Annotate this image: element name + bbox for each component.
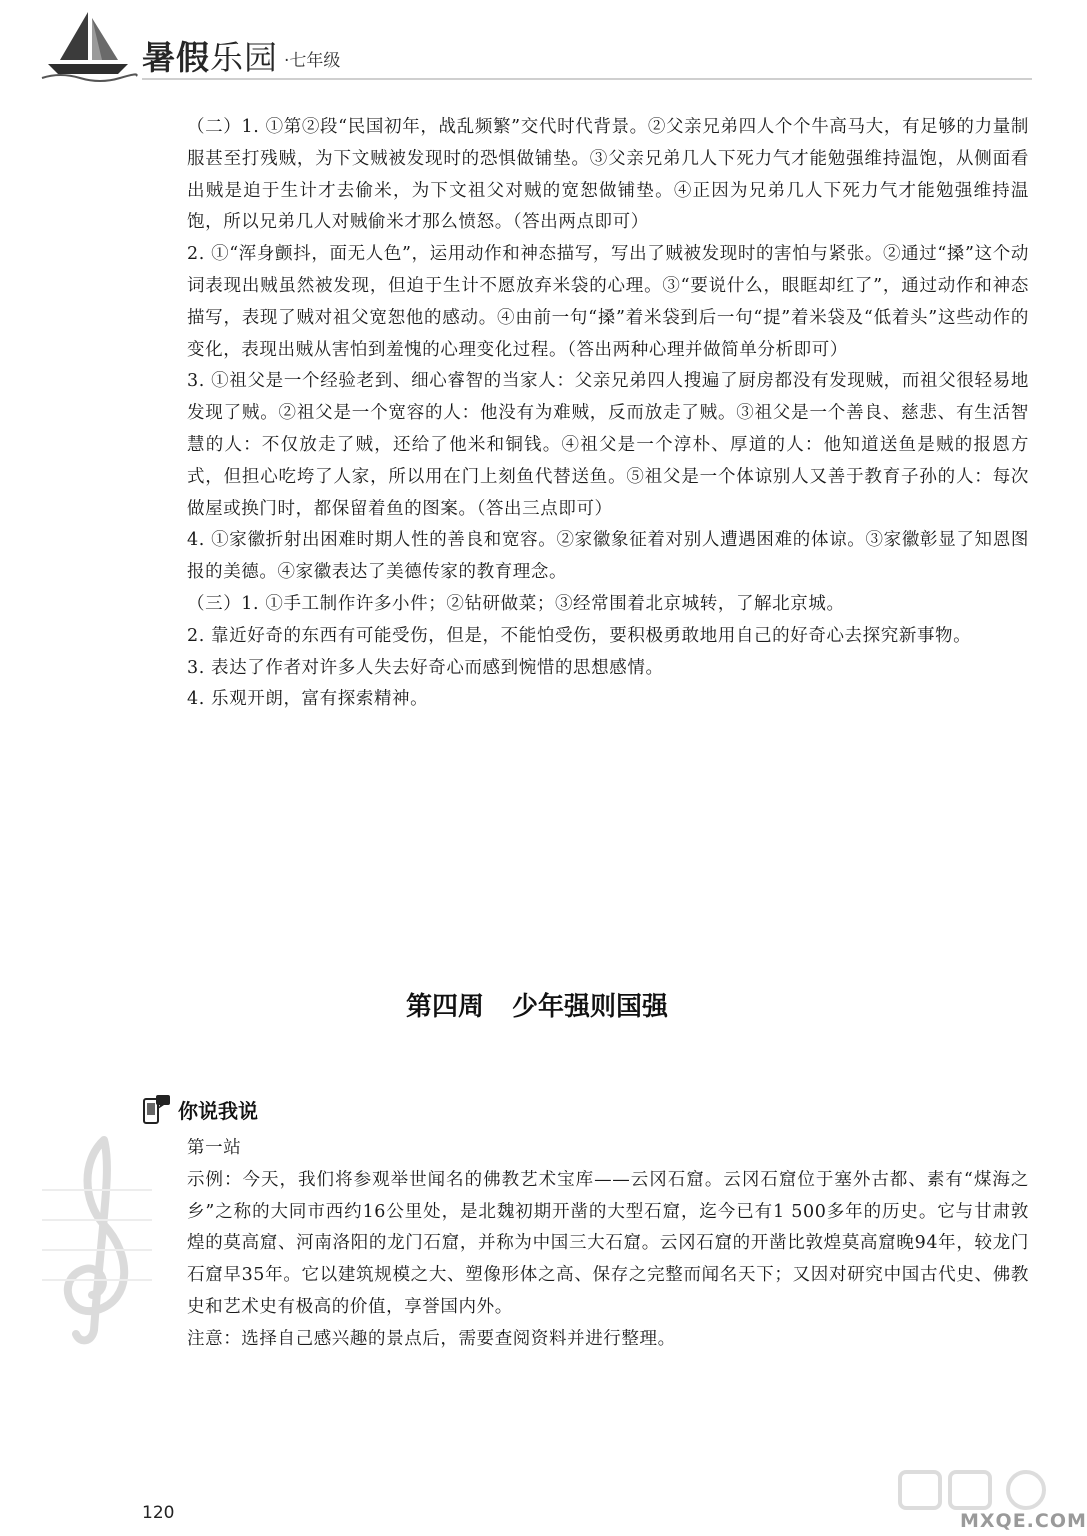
watermark-logo-icon — [898, 1468, 1068, 1512]
answer-2-3: 3. ①祖父是一个经验老到、细心睿智的当家人：父亲兄弟四人搜遍了厨房都没有发现贼，而祖父很轻易地发现了贼。②祖父是一个宽容的人：他没有为难贼，反而放走了贼。③祖父是一个善良、慈悲、有生活智慧的人：不仅放走了贼，还给了他米和铜钱。④祖父是一个淳朴、厚道的人：他知道送鱼是贼的报恩方式，但担心吃垮了人家，所以用在门上刻鱼代替送鱼。⑤祖父是一个体谅别人又善于教育子孙的人：每次做屋或换门时，都保留着鱼的图案。（答出三点即可） — [187, 371, 1029, 519]
grade-label: ·七年级 — [284, 51, 341, 71]
answer-3-2: 2. 靠近好奇的东西有可能受伤，但是，不能怕受伤，要积极勇敢地用自己的好奇心去探究新事物。 — [187, 625, 972, 646]
answer-3-1: （三）1. ①手工制作许多小件；②钻研做菜；③经常围着北京城转，了解北京城。 — [187, 593, 845, 614]
answer-3-3: 3. 表达了作者对许多人失去好奇心而感到惋惜的思想感情。 — [187, 657, 664, 678]
series-title-sub: 乐园 — [210, 38, 278, 77]
answers-block — [187, 112, 1029, 716]
series-title — [142, 32, 278, 79]
sailboat-logo-icon — [40, 8, 136, 80]
section-content — [187, 1133, 1029, 1356]
answer-2-1: （二）1. ①第②段“民国初年，战乱频繁”交代时代背景。②父亲兄弟四人个个牛高马大，有足够的力量制服甚至打残贼，为下文贼被发现时的恐惧做铺垫。③父亲兄弟几人下死力气才能勉强维持温饱，从侧面看出贼是迫于生计才去偷米，为下文祖父对贼的宽恕做铺垫。④正因为兄弟几人下死力气才能勉强维持温饱，所以兄弟几人对贼偷米才那么愤怒。（答出两点即可） — [187, 117, 1029, 233]
station-label: 第一站 — [187, 1138, 242, 1158]
note-paragraph: 注意：选择自己感兴趣的景点后，需要查阅资料并进行整理。 — [187, 1328, 676, 1349]
page-header — [0, 0, 1074, 100]
treble-clef-decoration-icon — [42, 1130, 152, 1350]
week-heading-number: 第四周 — [405, 992, 484, 1022]
answer-2-2: 2. ①“浑身颤抖，面无人色”，运用动作和神态描写，写出了贼被发现时的害怕与紧张。②通过“搡”这个动词表现出贼虽然被发现，但迫于生计不愿放弃米袋的心理。③“要说什么，眼眶却红了”，通过动作和神态描写，表现了贼对祖父宽恕他的感动。④由前一句“搡”着米袋到后一句“提”着米袋及“低着头”这些动作的变化，表现出贼从害怕到羞愧的心理变化过程。（答出两种心理并做简单分析即可） — [187, 244, 1029, 360]
answer-3-4: 4. 乐观开朗，富有探索精神。 — [187, 689, 429, 710]
page-number: 120 — [142, 1503, 175, 1523]
week-heading-theme: 少年强则国强 — [512, 992, 669, 1022]
watermark-text: MXQE.COM — [960, 1510, 1087, 1532]
section-label: 你说我说 — [178, 1099, 258, 1123]
answer-2-4: 4. ①家徽折射出困难时期人性的善良和宽容。②家徽象征着对别人遭遇困难的体谅。③家徽彰显了知恩图报的美德。④家徽表达了美德传家的教育理念。 — [187, 530, 1029, 583]
chat-phone-icon — [142, 1093, 172, 1125]
example-paragraph: 示例：今天，我们将参观举世闻名的佛教艺术宝库——云冈石窟。云冈石窟位于塞外古都、素有“煤海之乡”之称的大同市西约16公里处，是北魏初期开凿的大型石窟，迄今已有1 500多年的历史。它与甘肃敦煌的莫高窟、河南洛阳的龙门石窟，并称为中国三大石窟。云冈石窟的开凿比敦煌莫高窟晚94年，较龙门石窟早35年。它以建筑规模之大、塑像形体之高、保存之完整而闻名天下；又因对研究中国古代史、佛教史和艺术史有极高的价值，享誉国内外。 — [187, 1169, 1029, 1317]
week-heading — [0, 986, 1074, 1023]
series-title-main: 暑假 — [142, 38, 210, 77]
header-divider — [142, 78, 1032, 80]
